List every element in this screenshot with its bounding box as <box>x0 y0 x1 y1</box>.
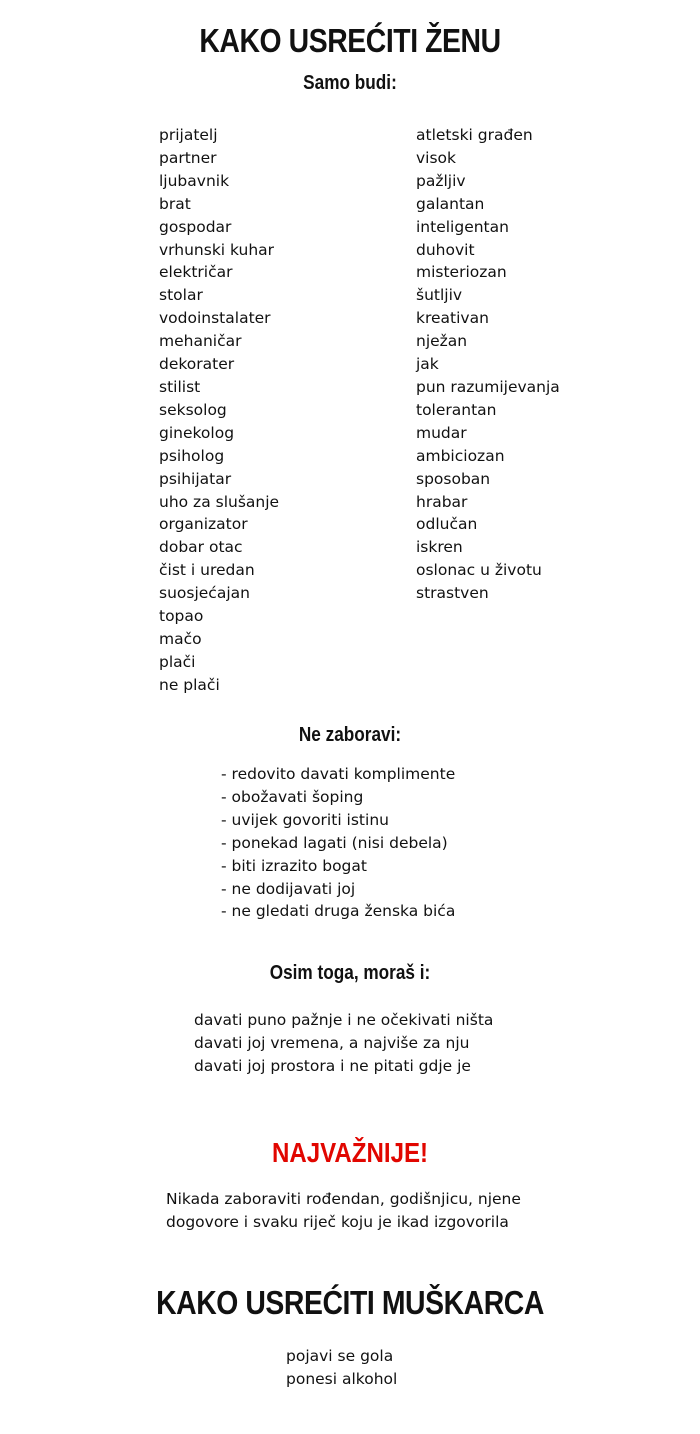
najvaznije-heading: NAJVAŽNIJE! <box>271 1137 429 1168</box>
list-item: tolerantan <box>416 400 497 419</box>
page-title: KAKO USREĆITI ŽENU <box>199 22 501 59</box>
list-item: strastven <box>416 584 489 603</box>
list-item: sposoban <box>416 469 491 488</box>
list-item: duhovit <box>416 240 475 259</box>
list-item: suosjećajan <box>159 584 250 603</box>
list-item: stolar <box>159 286 203 305</box>
list-item: ginekolog <box>159 423 235 442</box>
list-item: davati joj vremena, a najviše za nju <box>194 1033 470 1052</box>
list-item: dekorater <box>159 355 235 374</box>
list-item: nježan <box>416 332 468 351</box>
najvaznije-text <box>166 1188 521 1234</box>
section-title-muskarac: KAKO USREĆITI MUŠKARCA <box>156 1284 544 1321</box>
ne-zaboravi-heading: Ne zaboravi: <box>298 724 402 746</box>
list-item: ljubavnik <box>159 171 230 190</box>
list-item: ponesi alkohol <box>286 1370 398 1388</box>
list-item: kreativan <box>416 309 489 328</box>
list-item: visok <box>416 148 457 167</box>
list-item: - ponekad lagati (nisi debela) <box>221 832 455 855</box>
list-item: - obožavati šoping <box>221 786 455 809</box>
list-item: psiholog <box>159 446 225 465</box>
list-item: vodoinstalater <box>159 309 271 328</box>
text-line: Nikada zaboraviti rođendan, godišnjicu, njene <box>166 1190 521 1208</box>
list-item: šutljiv <box>416 286 463 305</box>
list-item: dobar otac <box>159 538 243 557</box>
list-item: inteligentan <box>416 217 509 236</box>
list-item: ambiciozan <box>416 446 505 465</box>
list-item: misteriozan <box>416 263 507 282</box>
text-line: dogovore i svaku riječ koju je ikad izgovorila <box>166 1213 509 1231</box>
ne-zaboravi-list <box>221 763 455 923</box>
osim-toga-list <box>194 1009 493 1078</box>
list-item: brat <box>159 194 191 213</box>
list-item: atletski građen <box>416 126 533 144</box>
list-item: organizator <box>159 515 248 534</box>
list-item: pažljiv <box>416 171 466 190</box>
samo-budi-right-list <box>416 124 560 605</box>
list-item: plači <box>159 652 196 671</box>
list-item: električar <box>159 263 233 282</box>
list-item: jak <box>416 355 439 374</box>
list-item: davati puno pažnje i ne očekivati ništa <box>194 1011 494 1029</box>
list-item: - uvijek govoriti istinu <box>221 809 455 832</box>
list-item: pojavi se gola <box>286 1347 394 1365</box>
samo-budi-left-list <box>159 124 279 697</box>
list-item: partner <box>159 148 217 167</box>
list-item: gospodar <box>159 217 232 236</box>
list-item: mačo <box>159 629 202 648</box>
list-item: iskren <box>416 538 463 557</box>
list-item: vrhunski kuhar <box>159 240 275 259</box>
list-item: - biti izrazito bogat <box>221 855 455 878</box>
list-item: odlučan <box>416 515 478 534</box>
list-item: - ne dodijavati joj <box>221 878 455 901</box>
list-item: oslonac u životu <box>416 561 542 580</box>
samo-budi-heading: Samo budi: <box>303 72 397 94</box>
list-item: davati joj prostora i ne pitati gdje je <box>194 1056 471 1075</box>
list-item: hrabar <box>416 492 468 511</box>
list-item: - ne gledati druga ženska bića <box>221 900 455 923</box>
list-item: pun razumijevanja <box>416 377 560 396</box>
muskarac-list <box>286 1345 397 1391</box>
osim-toga-heading: Osim toga, moraš i: <box>269 962 431 984</box>
list-item: seksolog <box>159 400 227 419</box>
list-item: čist i uredan <box>159 561 255 580</box>
list-item: uho za slušanje <box>159 492 280 511</box>
list-item: topao <box>159 607 204 626</box>
list-item: mehaničar <box>159 332 242 351</box>
list-item: psihijatar <box>159 469 232 488</box>
list-item: prijatelj <box>159 126 218 144</box>
list-item: galantan <box>416 194 485 213</box>
list-item: ne plači <box>159 675 220 694</box>
list-item: - redovito davati komplimente <box>221 763 455 786</box>
list-item: mudar <box>416 423 467 442</box>
list-item: stilist <box>159 377 201 396</box>
